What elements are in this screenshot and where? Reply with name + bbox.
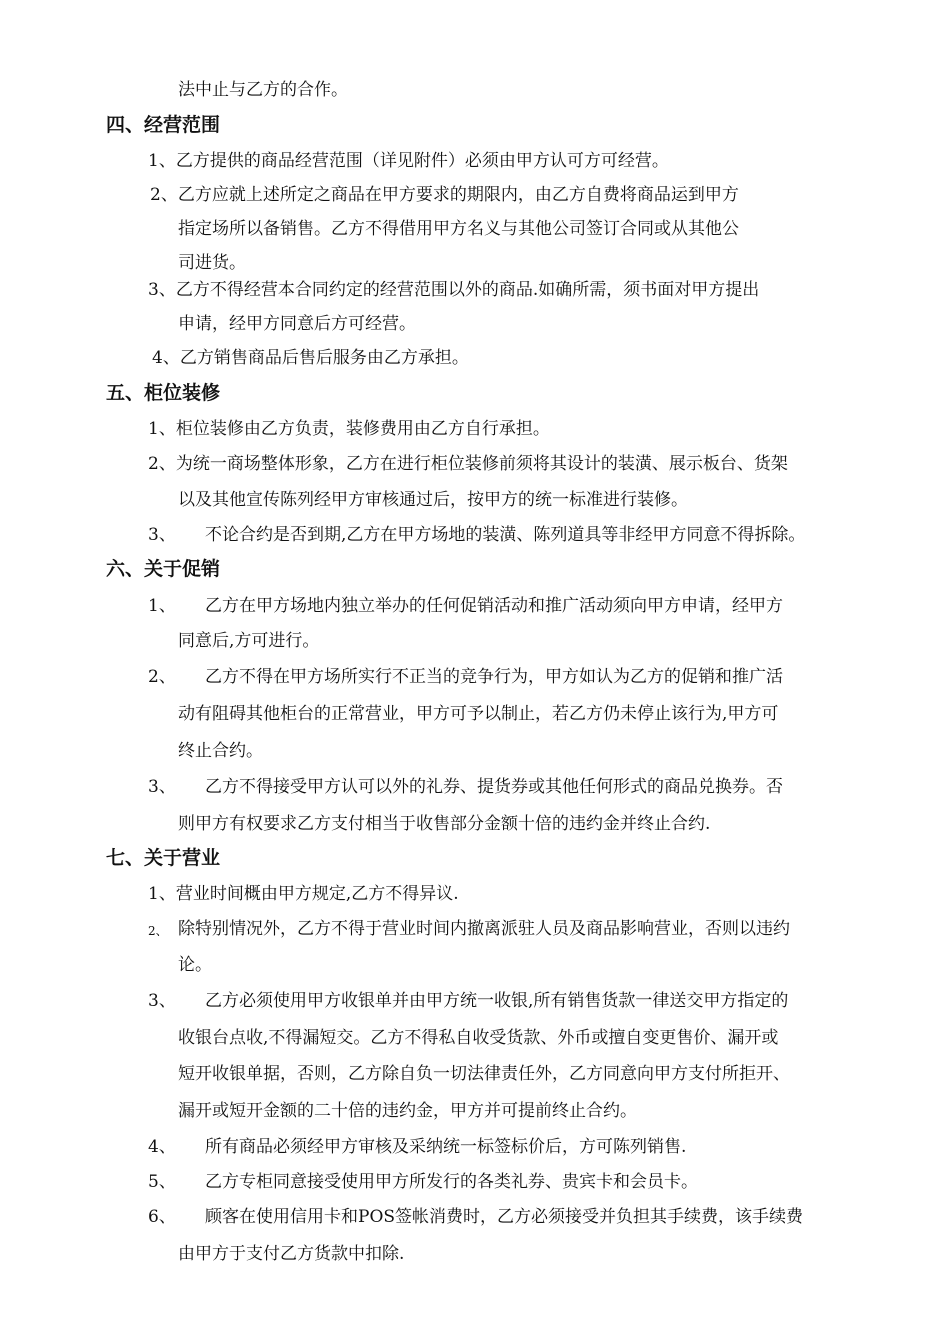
clause-6-2-cont: 动有阻碍其他柜台的正常营业，甲方可予以制止，若乙方仍未停止该行为,甲方可 (178, 704, 779, 724)
clause-4-4: 4、乙方销售商品后售后服务由乙方承担。 (152, 348, 469, 368)
section-heading-5: 五、柜位装修 (106, 382, 221, 404)
clause-7-6: 顾客在使用信用卡和POS签帐消费时，乙方必须接受并负担其手续费，该手续费 (205, 1207, 804, 1227)
clause-6-1-number: 1、 (148, 596, 176, 616)
clause-4-3-cont: 申请，经甲方同意后方可经营。 (178, 314, 416, 334)
clause-7-3-cont: 短开收银单据，否则，乙方除自负一切法律责任外，乙方同意向甲方支付所拒开、 (178, 1064, 790, 1084)
section-heading-7: 七、关于营业 (106, 847, 221, 869)
clause-7-4-number: 4、 (148, 1137, 176, 1157)
clause-4-3: 3、乙方不得经营本合同约定的经营范围以外的商品.如确所需，须书面对甲方提出 (148, 280, 760, 300)
text-line: 法中止与乙方的合作。 (178, 80, 348, 100)
clause-6-1: 乙方在甲方场地内独立举办的任何促销活动和推广活动须向甲方申请，经甲方 (205, 596, 783, 616)
clause-6-3-number: 3、 (148, 777, 176, 797)
clause-6-2-cont: 终止合约。 (178, 741, 263, 761)
clause-5-3-number: 3、 (148, 525, 176, 545)
clause-6-3-cont: 则甲方有权要求乙方支付相当于收售部分金额十倍的违约金并终止合约. (178, 814, 711, 834)
clause-7-1: 1、营业时间概由甲方规定,乙方不得异议. (148, 884, 459, 904)
clause-7-2-number: 2、 (148, 924, 168, 938)
clause-5-1: 1、柜位装修由乙方负责，装修费用由乙方自行承担。 (148, 419, 550, 439)
clause-7-4: 所有商品必须经甲方审核及采纳统一标签标价后，方可陈列销售. (205, 1137, 687, 1157)
section-heading-4: 四、经营范围 (106, 114, 221, 136)
clause-7-3: 乙方必须使用甲方收银单并由甲方统一收银,所有销售货款一律送交甲方指定的 (205, 991, 789, 1011)
clause-6-3: 乙方不得接受甲方认可以外的礼券、提货券或其他任何形式的商品兑换券。否 (205, 777, 783, 797)
clause-6-1-cont: 同意后,方可进行。 (178, 631, 320, 651)
clause-7-6-number: 6、 (148, 1207, 176, 1227)
section-heading-6: 六、关于促销 (106, 558, 221, 580)
clause-6-2: 乙方不得在甲方场所实行不正当的竞争行为，甲方如认为乙方的促销和推广活 (205, 667, 783, 687)
clause-7-2-cont: 论。 (178, 955, 212, 975)
clause-7-5: 乙方专柜同意接受使用甲方所发行的各类礼券、贵宾卡和会员卡。 (205, 1172, 698, 1192)
clause-7-5-number: 5、 (148, 1172, 176, 1192)
clause-4-1: 1、乙方提供的商品经营范围（详见附件）必须由甲方认可方可经营。 (148, 151, 669, 171)
clause-5-2-cont: 以及其他宣传陈列经甲方审核通过后，按甲方的统一标准进行装修。 (178, 490, 688, 510)
clause-4-2-cont: 司进货。 (178, 253, 246, 273)
clause-7-2: 除特别情况外，乙方不得于营业时间内撤离派驻人员及商品影响营业，否则以违约 (178, 919, 790, 939)
clause-5-2: 2、为统一商场整体形象，乙方在进行柜位装修前须将其设计的装潢、展示板台、货架 (148, 454, 788, 474)
clause-7-3-cont: 漏开或短开金额的二十倍的违约金，甲方并可提前终止合约。 (178, 1101, 637, 1121)
clause-7-6-cont: 由甲方于支付乙方货款中扣除. (178, 1244, 405, 1264)
clause-7-3-cont: 收银台点收,不得漏短交。乙方不得私自收受货款、外币或擅自变更售价、漏开或 (178, 1028, 779, 1048)
clause-5-3: 不论合约是否到期,乙方在甲方场地的装潢、陈列道具等非经甲方同意不得拆除。 (205, 525, 806, 545)
clause-6-2-number: 2、 (148, 667, 176, 687)
clause-4-2: 2、乙方应就上述所定之商品在甲方要求的期限内，由乙方自费将商品运到甲方 (150, 185, 739, 205)
clause-4-2-cont: 指定场所以备销售。乙方不得借用甲方名义与其他公司签订合同或从其他公 (178, 219, 739, 239)
clause-7-3-number: 3、 (148, 991, 176, 1011)
